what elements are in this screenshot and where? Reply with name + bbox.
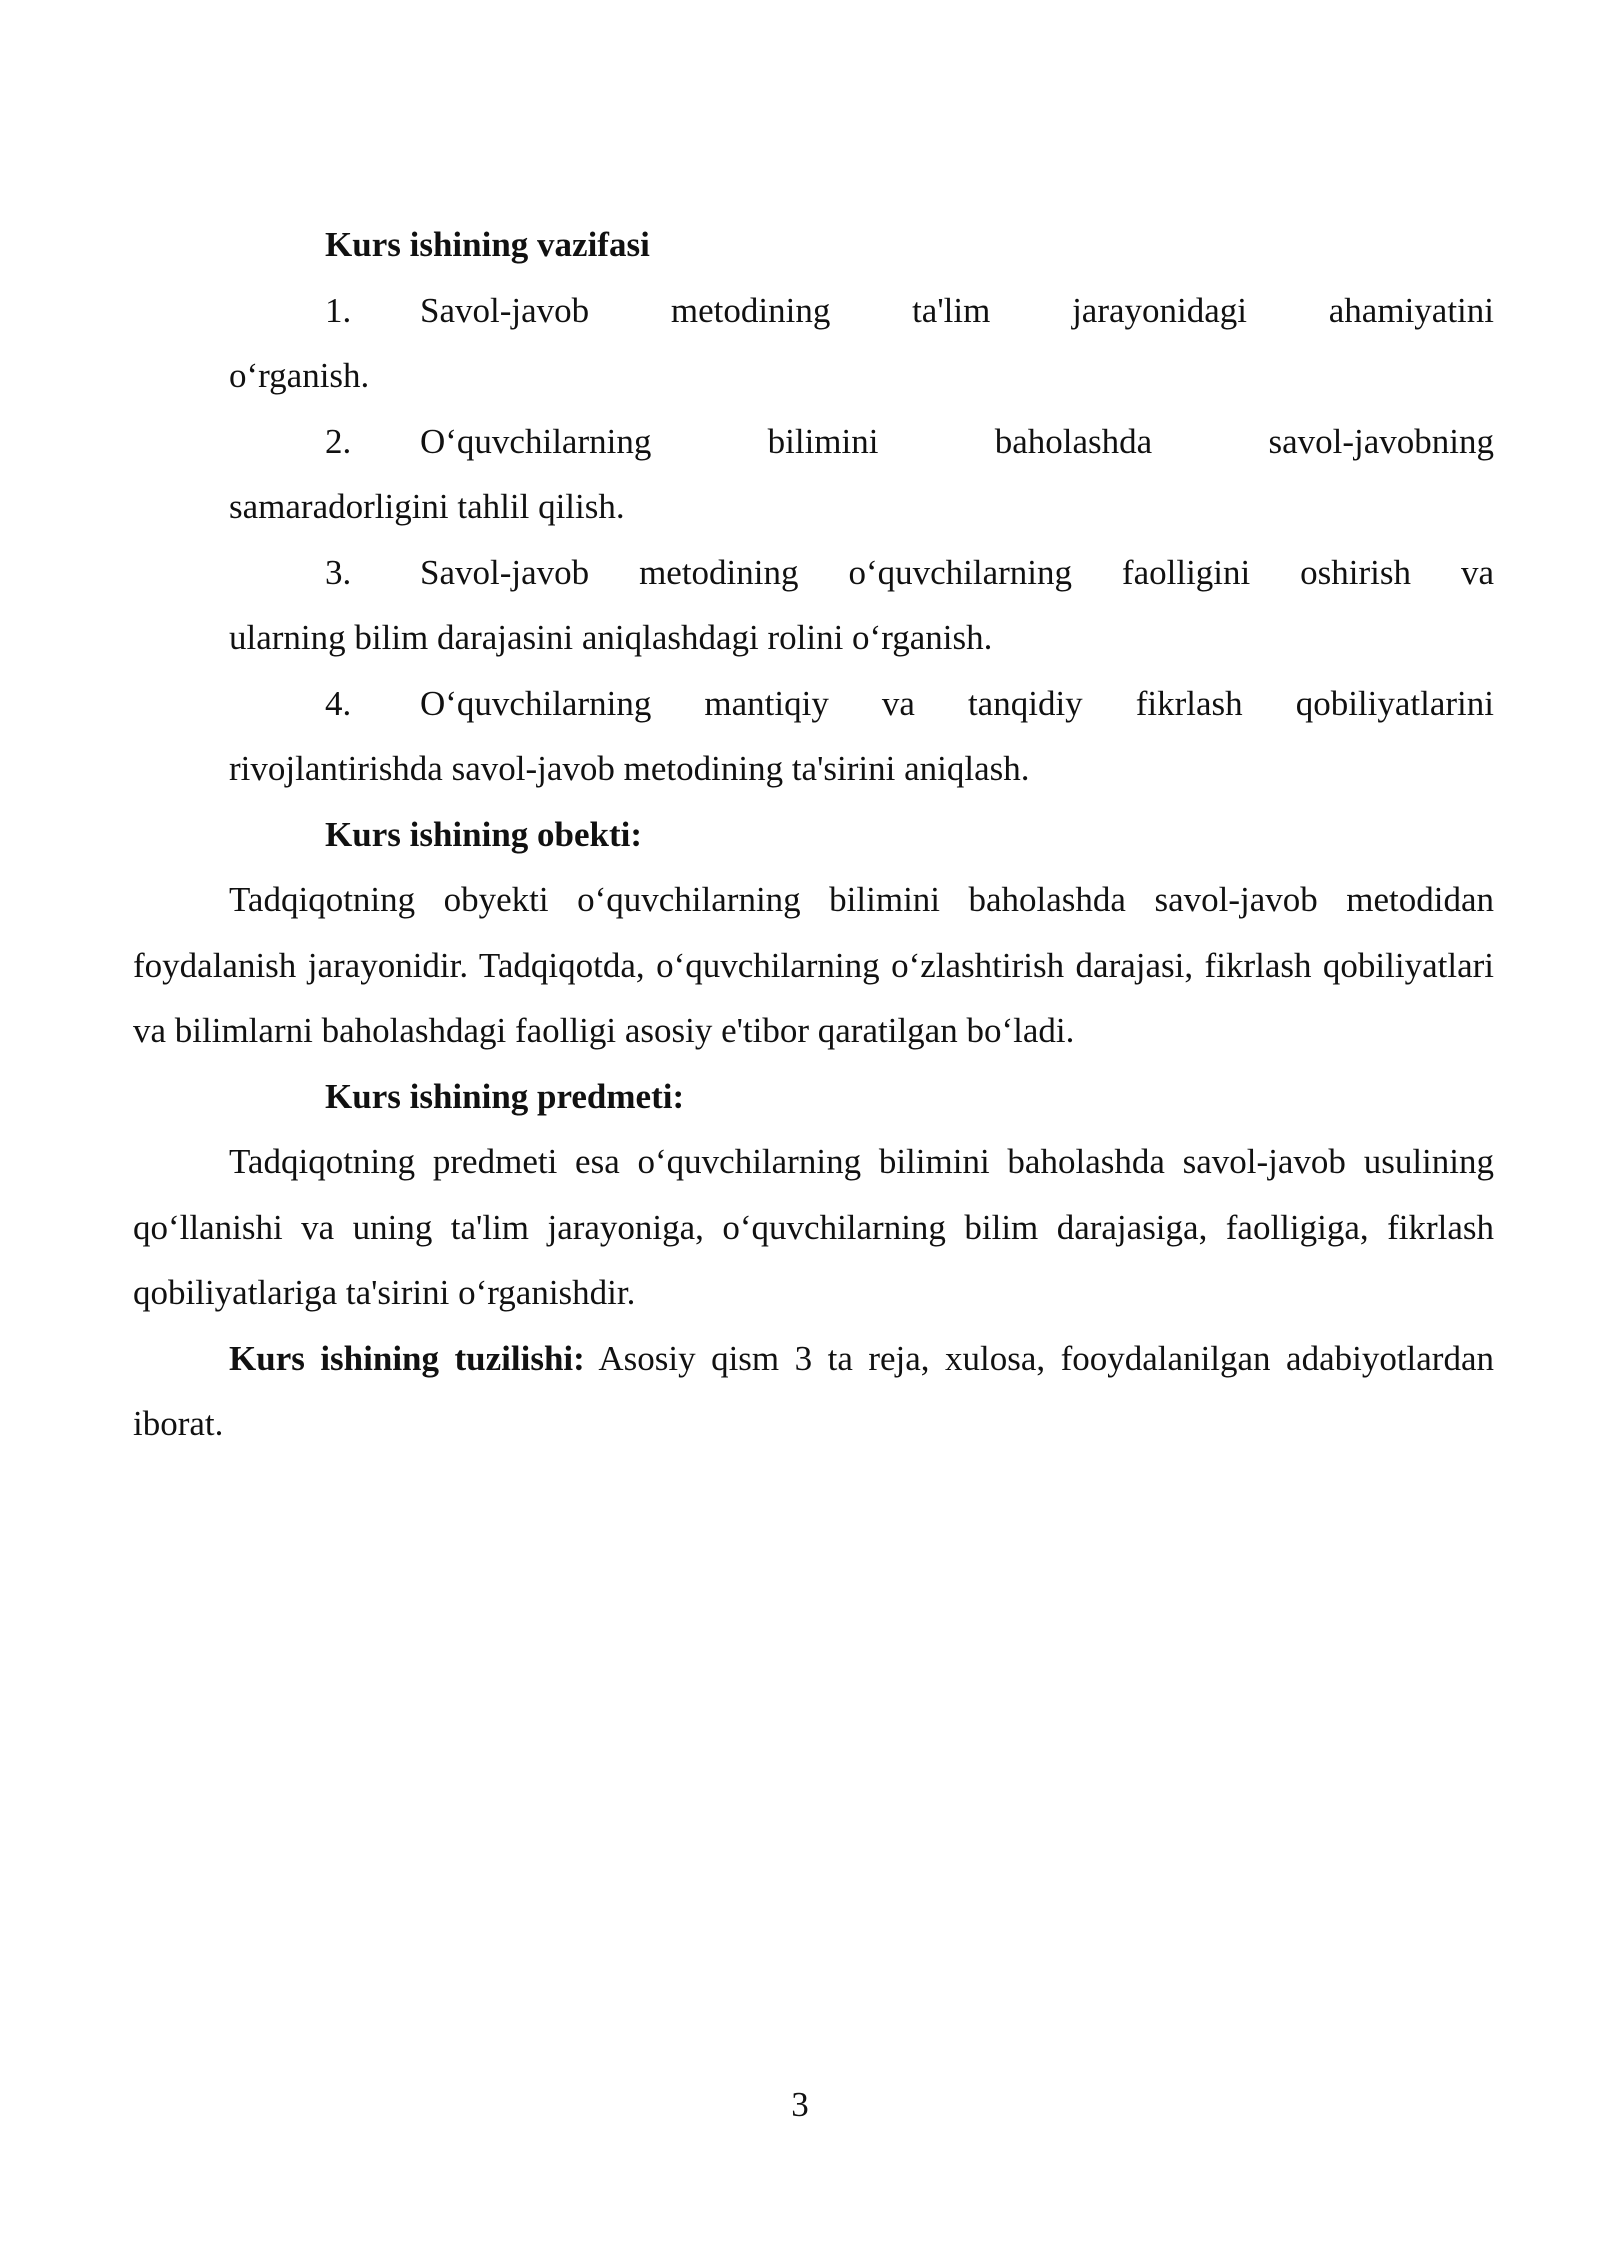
page-content xyxy=(133,212,1494,1457)
list-item-text: O‘quvchilarning bilimini baholashda savol-javobning xyxy=(420,421,1494,461)
list-item xyxy=(229,671,1494,802)
structure-text: Asosiy qism 3 ta reja, xulosa, fooydalanilgan adabiyotlardan iborat. xyxy=(133,1338,1494,1443)
list-item-continuation: ularning bilim darajasini aniqlashdagi rolini o‘rganish. xyxy=(229,618,993,657)
list-item-text: O‘quvchilarning mantiqiy va tanqidiy fikrlash qobiliyatlarini xyxy=(420,683,1494,723)
tasks-list xyxy=(229,278,1494,802)
list-item xyxy=(229,540,1494,671)
object-paragraph: Tadqiqotning obyekti o‘quvchilarning bilimini baholashda savol-javob metodidan foydalanish jarayonidir. Tadqiqotda, o‘quvchilarning o‘zlashtirish darajasi, fikrlash qobiliyatlari va bilimlarni baholashdagi faolligi asosiy e'tibor qaratilgan bo‘ladi. xyxy=(133,880,1494,1050)
structure-label: Kurs ishining tuzilishi: xyxy=(229,1338,585,1378)
page-number: 3 xyxy=(791,2085,809,2124)
list-item-number: 1. xyxy=(325,290,352,330)
list-item xyxy=(229,409,1494,540)
list-item-number: 4. xyxy=(325,683,352,723)
tasks-heading: Kurs ishining vazifasi xyxy=(325,225,650,264)
list-item-text: Savol-javob metodining o‘quvchilarning faolligini oshirish va xyxy=(420,552,1494,592)
list-item-continuation: rivojlantirishda savol-javob metodining ta'sirini aniqlash. xyxy=(229,749,1030,788)
subject-heading: Kurs ishining predmeti: xyxy=(325,1076,685,1116)
subject-paragraph: Tadqiqotning predmeti esa o‘quvchilarning bilimini baholashda savol-javob usulining qo‘llanishi va uning ta'lim jarayoniga, o‘quvchilarning bilim darajasiga, faolligiga, fikrlash qobiliyatlariga ta'sirini o‘rganishdir. xyxy=(133,1142,1494,1312)
list-item-number: 3. xyxy=(325,552,352,592)
list-item-continuation: samaradorligini tahlil qilish. xyxy=(229,487,625,526)
list-item-continuation: o‘rganish. xyxy=(229,356,370,395)
list-item xyxy=(229,278,1494,409)
object-heading: Kurs ishining obekti: xyxy=(325,814,643,854)
list-item-text: Savol-javob metodining ta'lim jarayonidagi ahamiyatini xyxy=(420,290,1494,330)
list-item-number: 2. xyxy=(325,421,352,461)
structure-paragraph xyxy=(133,1326,1494,1457)
